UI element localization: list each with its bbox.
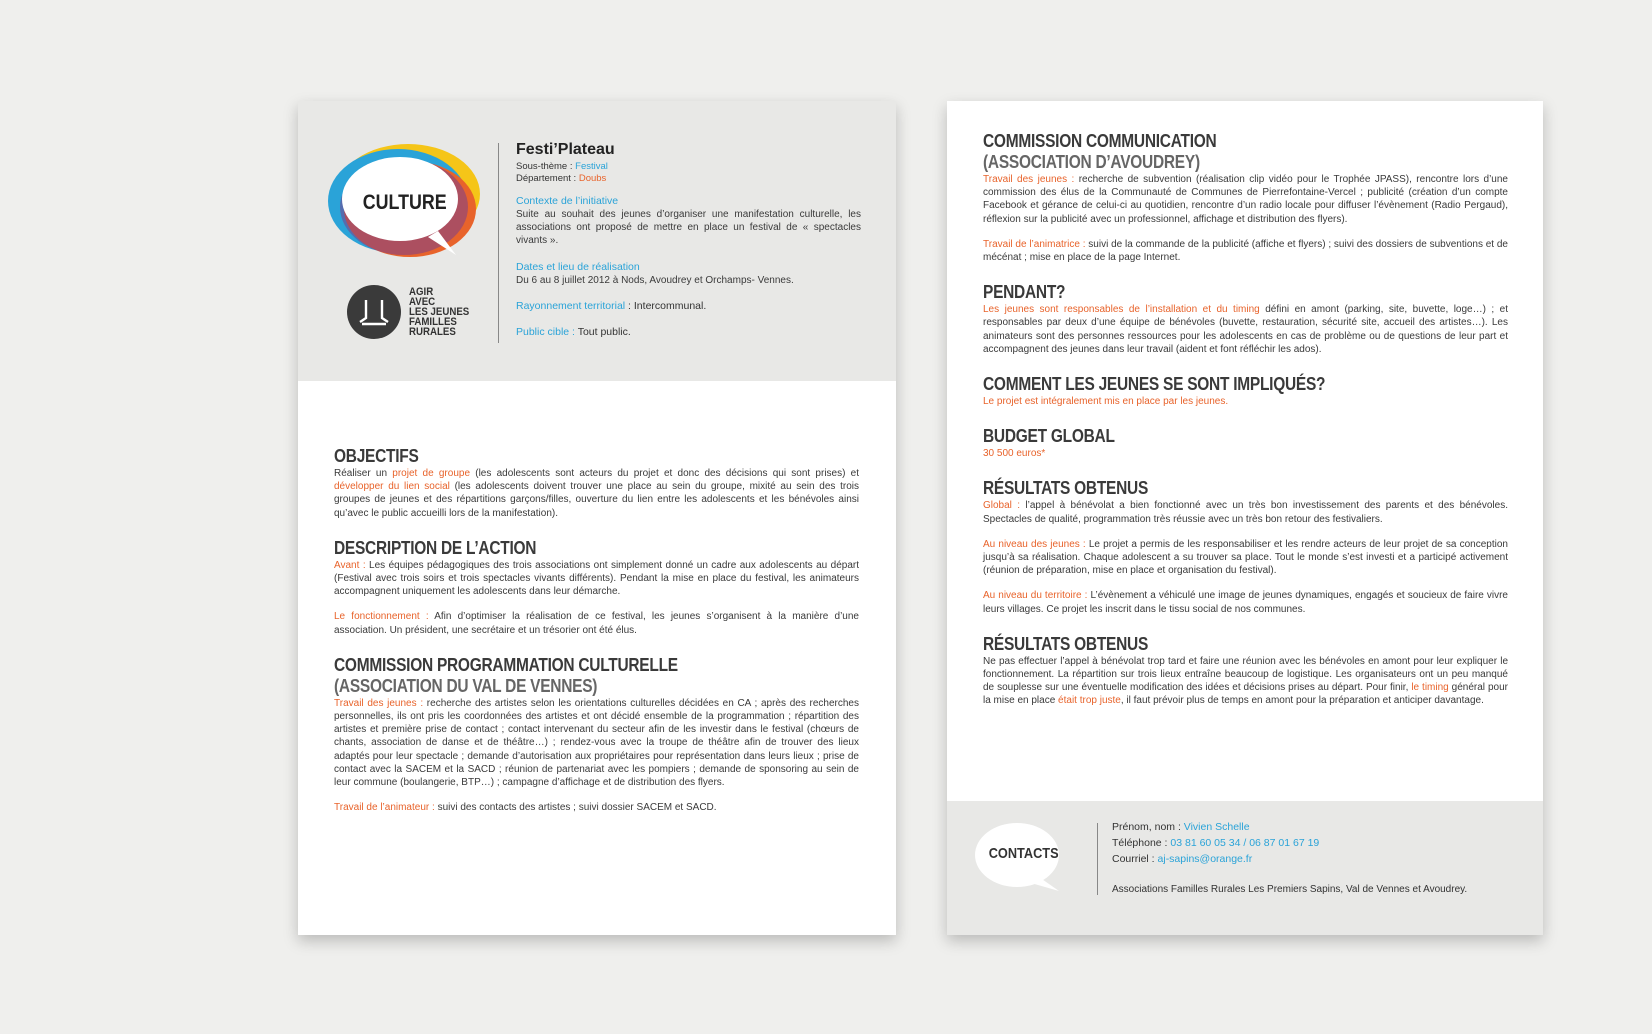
resultats-global: Global : l’appel à bénévolat a bien fonctionné avec un très bon investissement des parents et des bénévoles. Spectacles de qualité, programmation très réussie avec un très bon retour des festivaliers. [983, 500, 1508, 525]
departement-label: Département : [516, 173, 579, 184]
description-heading: DESCRIPTION DE L’ACTION [334, 537, 537, 558]
project-title: Festi’Plateau [516, 141, 615, 158]
pendant-heading: PENDANT? [983, 282, 1066, 303]
culture-badge-text: CULTURE [362, 191, 447, 214]
resultats-heading-2: RÉSULTATS OBTENUS [983, 633, 1149, 654]
sous-theme-label: Sous-thème : [516, 161, 576, 172]
commission-prog-animateur: Travail de l’animateur : suivi des contacts des artistes ; suivi dossier SACEM et SACD. [334, 802, 717, 814]
contact-name: Vivien Schelle [1183, 821, 1250, 833]
contexte-text: Suite au souhait des jeunes d’organiser une manifestation culturelle, les associations ont proposé de mettre en place un festival de « spectacles vivants ». [516, 209, 861, 247]
commission-prog-heading: COMMISSION PROGRAMMATION CULTURELLE (ASSOCIATION DU VAL DE VENNES) [334, 654, 678, 696]
departement-value: Doubs [578, 173, 607, 184]
sous-theme-value: Festival [575, 161, 608, 172]
pendant-text: Les jeunes sont responsables de l’installation et du timing défini en amont (parking, site, buvette, loge…) ; et responsables par deux d’une équipe de bénévoles (buvette, restauration, sécurité site, accueil des artistes…). Les animateurs sont des personnes ressources pour les adolescents en cas de problème ou de questions de leur part et accompagnent des jeunes dans leur travail (aident et font réfléchir les ados). [983, 304, 1509, 355]
rayonnement-label: Rayonnement territorial [516, 299, 626, 312]
left-body [334, 446, 859, 814]
contact-email[interactable]: aj-sapins@orange.fr [1157, 853, 1253, 865]
objectifs-heading: OBJECTIFS [334, 446, 419, 466]
public-label: Public cible : [516, 325, 578, 338]
resultats-2-text: Ne pas effectuer l’appel à bénévolat trop tard et faire une réunion avec les bénévoles en amont pour leur expliquer le fonctionnement. La répartition sur trois lieux entraîne beaucoup de logistique. Les organisateurs ont un peu manqué de souplesse sur une éventuelle modification des idées et décisions prises au départ. Pour finir, le timing général pour la mise en place était trop juste, il faut prévoir plus de temps en amont pour la préparation et anticiper davantage. [983, 655, 1508, 707]
contact-association: Associations Familles Rurales Les Premiers Sapins, Val de Vennes et Avoudrey. [1112, 884, 1468, 895]
header-info [516, 141, 861, 339]
public-text: Tout public. [577, 325, 631, 338]
avant-text: Avant : Les équipes pédagogiques des trois associations ont simplement donné un cadre aux adolescents au départ (Festival avec trois soirs et trois spectacles vivants différents). Pendant la mise en place du festival, les animateurs accompagnent uniquement les adolescents dans leur démarche. [334, 559, 859, 598]
contacts-info: Prénom, nom : Vivien Schelle Téléphone : 03 81 60 05 34 / 06 87 01 67 19 Courriel : aj-sapins@orange.fr Associations Familles Rurales Les Premiers Sapins, Val de Vennes et Avoudrey. [1112, 819, 1532, 896]
contact-phone: 03 81 60 05 34 / 06 87 01 67 19 [1170, 837, 1320, 849]
communication-jeunes: Travail des jeunes : recherche de subvention (réalisation clip vidéo pour le Trophée JPASS), rencontre lors d’une commission des élus de la Communauté de Communes de Pierrefontaine-Vercel ; publicité (création d’un compte Facebook et gérance de celui-ci au quotidien, rencontre d’un radio locale pour diffuser l’évènement (Radio Pergaud), réflexion sur la publicité avec un professionnel, affichage et distribution des flyers). [983, 174, 1508, 225]
dates-text: Du 6 au 8 juillet 2012 à Nods, Avoudrey et Orchamps- Vennes. [516, 274, 794, 286]
objectifs-text: Réaliser un projet de groupe (les adolescents sont acteurs du projet et donc des décisions qui sont prises) et développer du lien social (les adolescents doivent trouver une place au sein du groupe, mixité au sein des trois groupes de jeunes et des répartitions garçons/filles, ouverture du lien entre les adolescents et les bénévoles ainsi qu’avec le public accueilli lors de la manifestation). [334, 468, 859, 519]
budget-heading: BUDGET GLOBAL [983, 426, 1115, 447]
contexte-label: Contexte de l’initiative [516, 195, 619, 207]
impliques-heading: COMMENT LES JEUNES SE SONT IMPLIQUÉS? [983, 374, 1326, 395]
org-logo-text: AGIR AVEC LES JEUNES FAMILLES RURALES [409, 286, 470, 338]
communication-heading: COMMISSION COMMUNICATION (ASSOCIATION D’AVOUDREY) [983, 131, 1217, 172]
fonctionnement-text: Le fonctionnement : Afin d’optimiser la réalisation de ce festival, les jeunes s’organisent à la manière d’une association. Un président, une secrétaire et un trésorier ont été élus. [334, 611, 859, 636]
header-divider [498, 143, 499, 343]
contacts-badge: CONTACTS [988, 845, 1059, 862]
rayonnement-text: : Intercommunal. [625, 299, 707, 312]
impliques-text: Le projet est intégralement mis en place par les jeunes. [983, 396, 1229, 408]
left-page [298, 101, 896, 935]
org-logo-icon [346, 284, 402, 340]
dates-label: Dates et lieu de réalisation [516, 260, 640, 273]
resultats-jeunes: Au niveau des jeunes : Le projet a permis de les responsabiliser et les rendre acteurs de leur projet de sa conception jusqu’à sa réalisation. Chaque adolescent a su trouver sa place. Tout le monde s’est investi et a participé activement (réunion de préparation, mise en place et organisation du festival). [983, 538, 1508, 577]
commission-prog-jeunes: Travail des jeunes : recherche des artistes selon les orientations culturelles décidées en CA ; après des recherches personnelles, ils ont pris les coordonnées des artistes et ont décidé ensemble de la programmation ; répartition des artistes et première prise de contact ; contact intervenant du secteur afin de les investir dans le festival (chœurs de chants, association de danse et de théâtre…) ; rendez-vous avec la troupe de théâtre afin de trouver des lieux adaptés pour leur spectacle ; demande d’autorisation aux propriétaires pour représentation dans leurs lieux ; prise de contact avec la SACEM et la SACD ; réunion de partenariat avec les pompiers ; demande de sponsoring au sein de leur commune (boulangerie, BTP…) ; campagne d’affichage et de distribution des flyers. [334, 697, 859, 789]
right-page [947, 101, 1543, 935]
communication-animatrice: Travail de l’animatrice : suivi de la commande de la publicité (affiche et flyers) ; suivi des dossiers de subventions et de mécénat ; mise en place de la page Internet. [983, 238, 1508, 264]
right-body [983, 131, 1508, 708]
budget-text: 30 500 euros* [983, 448, 1046, 460]
contacts-divider [1097, 823, 1098, 895]
resultats-heading-1: RÉSULTATS OBTENUS [983, 478, 1149, 499]
resultats-territoire: Au niveau du territoire : L’évènement a véhiculé une image de jeunes dynamiques, engagés et soucieux de faire vivre leurs villages. Ce projet les inscrit dans le tissu social de nos communes. [983, 590, 1508, 615]
